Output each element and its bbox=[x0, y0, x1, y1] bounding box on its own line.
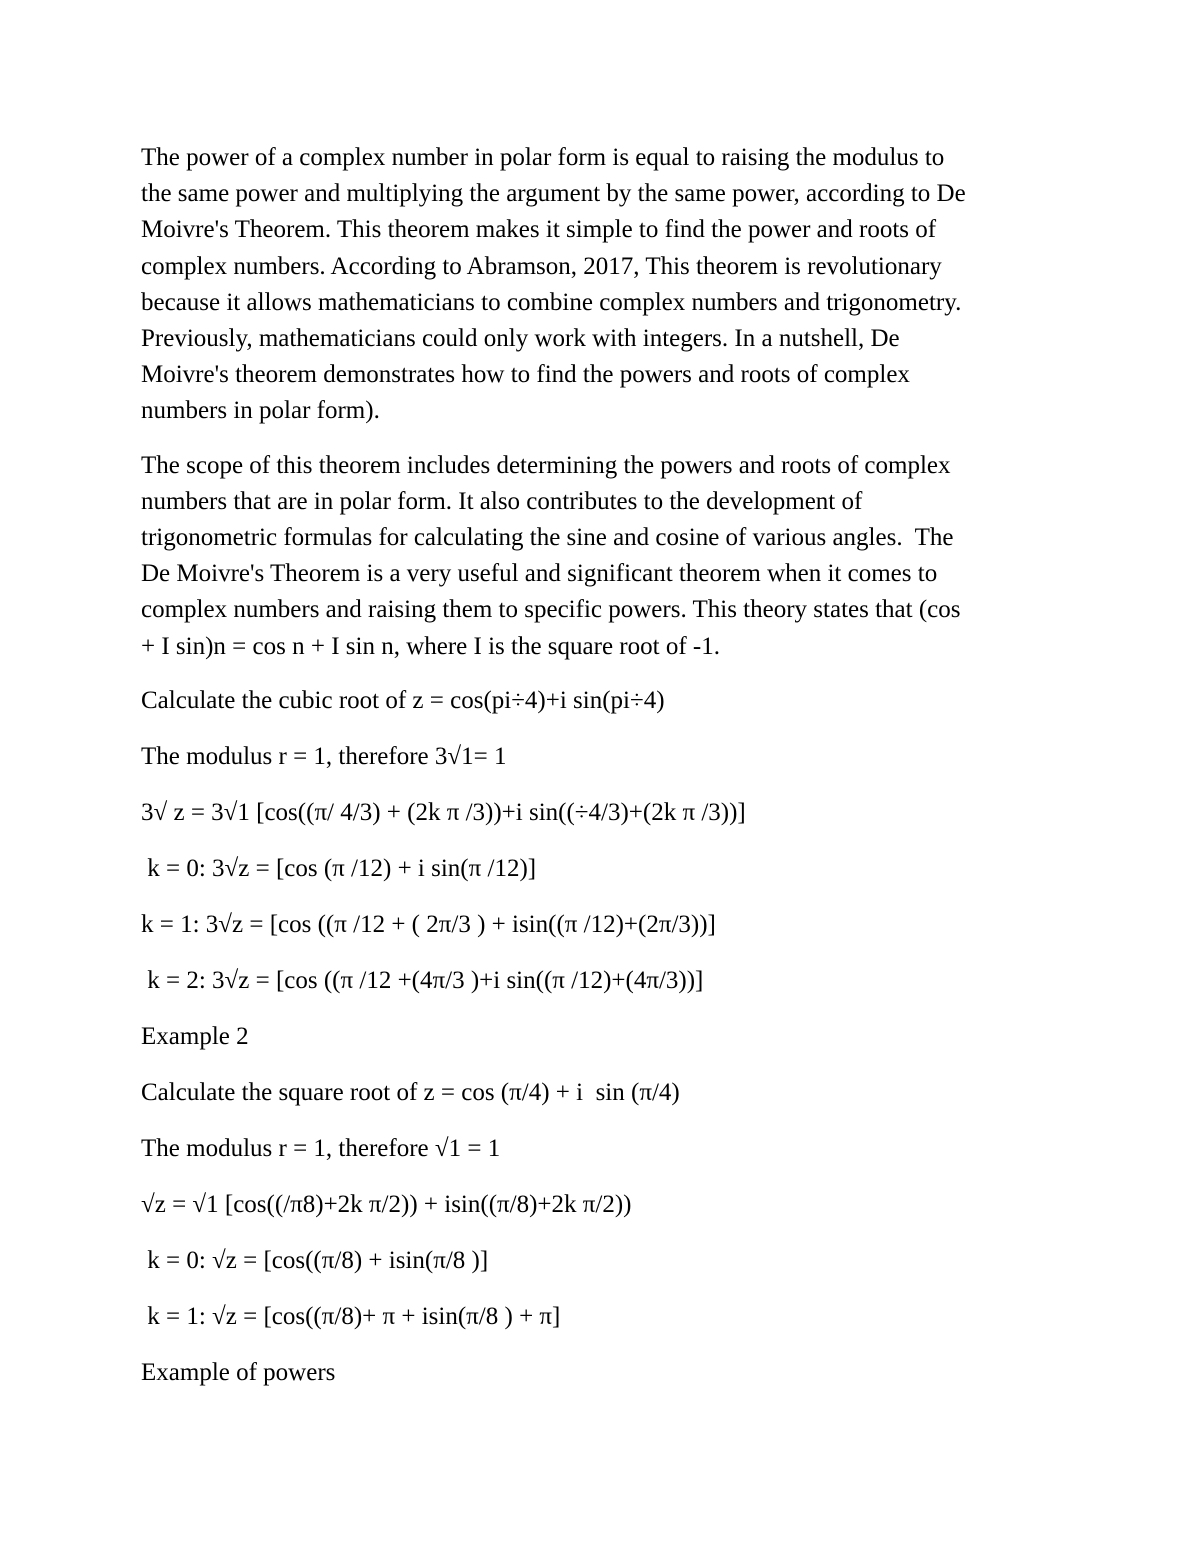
cubic-root-formula: 3√ z = 3√1 [cos((π/ 4/3) + (2k π /3))+i sin((÷4/3)+(2k π /3))] bbox=[141, 798, 746, 826]
example-2-heading: Example 2 bbox=[141, 1022, 249, 1050]
text-line: Previously, mathematicians could only work with integers. In a nutshell, De bbox=[141, 325, 900, 353]
text-line: complex numbers and raising them to specific powers. This theory states that (cos bbox=[141, 596, 961, 624]
text-line: numbers that are in polar form. It also contributes to the development of bbox=[141, 487, 863, 515]
document-body bbox=[141, 140, 1061, 1411]
square-root-modulus: The modulus r = 1, therefore √1 = 1 bbox=[141, 1134, 501, 1162]
modulus-statement: The modulus r = 1, therefore 3√1= 1 bbox=[141, 742, 507, 770]
cubic-root-k1: k = 1: 3√z = [cos ((π /12 + ( 2π/3 ) + isin((π /12)+(2π/3))] bbox=[141, 910, 716, 938]
square-root-problem: Calculate the square root of z = cos (π/4) + i sin (π/4) bbox=[141, 1078, 680, 1106]
text-line: The power of a complex number in polar form is equal to raising the modulus to bbox=[141, 144, 945, 171]
text-line: The scope of this theorem includes determining the powers and roots of complex bbox=[141, 451, 951, 479]
paragraph-de-moivre-intro bbox=[141, 140, 1061, 430]
text-line: + I sin)n = cos n + I sin n, where I is the square root of -1. bbox=[141, 632, 720, 660]
text-line: De Moivre's Theorem is a very useful and significant theorem when it comes to bbox=[141, 560, 938, 588]
paragraph-theorem-scope bbox=[141, 448, 1061, 665]
text-line: trigonometric formulas for calculating the sine and cosine of various angles. The bbox=[141, 524, 954, 552]
cubic-root-k0: k = 0: 3√z = [cos (π /12) + i sin(π /12)] bbox=[141, 854, 537, 882]
cubic-root-problem: Calculate the cubic root of z = cos(pi÷4)+i sin(pi÷4) bbox=[141, 686, 665, 714]
text-line: Moivre's theorem demonstrates how to find the powers and roots of complex bbox=[141, 361, 910, 389]
text-line: Moivre's Theorem. This theorem makes it simple to find the power and roots of bbox=[141, 216, 937, 244]
square-root-k0: k = 0: √z = [cos((π/8) + isin(π/8 )] bbox=[141, 1246, 489, 1274]
cubic-root-k2: k = 2: 3√z = [cos ((π /12 +(4π/3 )+i sin((π /12)+(4π/3))] bbox=[141, 966, 704, 994]
example-of-powers-heading: Example of powers bbox=[141, 1358, 336, 1386]
square-root-k1: k = 1: √z = [cos((π/8)+ π + isin(π/8 ) + π] bbox=[141, 1302, 561, 1330]
text-line: the same power and multiplying the argument by the same power, according to De bbox=[141, 180, 966, 208]
square-root-formula: √z = √1 [cos((/π8)+2k π/2)) + isin((π/8)+2k π/2)) bbox=[141, 1190, 632, 1218]
text-line: numbers in polar form). bbox=[141, 397, 380, 425]
text-line: complex numbers. According to Abramson, 2017, This theorem is revolutionary bbox=[141, 252, 942, 280]
text-line: because it allows mathematicians to combine complex numbers and trigonometry. bbox=[141, 288, 962, 316]
